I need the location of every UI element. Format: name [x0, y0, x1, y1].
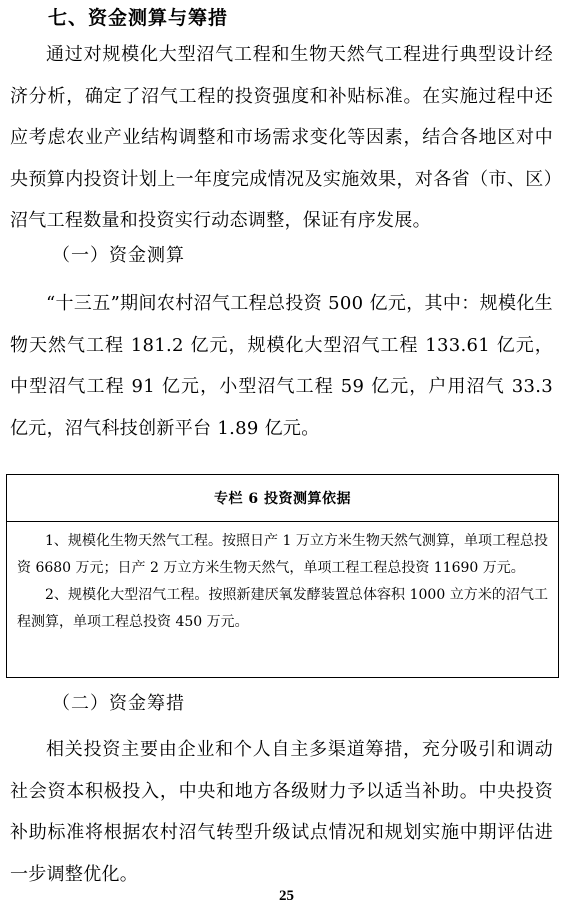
column-box-title: 专栏 6 投资测算依据: [7, 475, 558, 522]
column-box-item: 2、规模化大型沼气工程。按照新建厌氧发酵装置总体容积 1000 立方米的沼气工程测算，单项工程总投资 450 万元。: [17, 587, 548, 630]
page-number: 25: [279, 888, 294, 904]
subheading-fund-calculation: （一）资金测算: [52, 245, 185, 266]
subheading-fund-raising: （二）资金筹措: [52, 693, 185, 714]
section-title: 七、资金测算与筹措: [48, 7, 229, 29]
column-box-body: [7, 522, 558, 636]
column-box-item: 1、规模化生物天然气工程。按照日产 1 万立方米生物天然气测算，单项工程总投资 6680 万元；日产 2 万立方米生物天然气，单项工程工程总投资 11690 万元。: [17, 533, 548, 576]
column-box: [6, 474, 559, 678]
intro-paragraph: 通过对规模化大型沼气工程和生物天然气工程进行典型设计经济分析，确定了沼气工程的投资强度和补贴标准。在实施过程中还应考虑农业产业结构调整和市场需求变化等因素，结合各地区对中央预算内投资计划上一年度完成情况及实施效果，对各省（市、区）沼气工程数量和投资实行动态调整，保证有序发展。: [10, 44, 553, 231]
fund-calculation-paragraph: “十三五”期间农村沼气工程总投资 500 亿元，其中：规模化生物天然气工程 181.2 亿元，规模化大型沼气工程 133.61 亿元，中型沼气工程 91 亿元，小型沼气工程 59 亿元，户用沼气 33.3 亿元，沼气科技创新平台 1.89 亿元。: [10, 293, 553, 439]
fund-raising-paragraph: 相关投资主要由企业和个人自主多渠道筹措，充分吸引和调动社会资本积极投入，中央和地方各级财力予以适当补助。中央投资补助标准将根据农村沼气转型升级试点情况和规划实施中期评估进一步调整优化。: [10, 739, 553, 885]
